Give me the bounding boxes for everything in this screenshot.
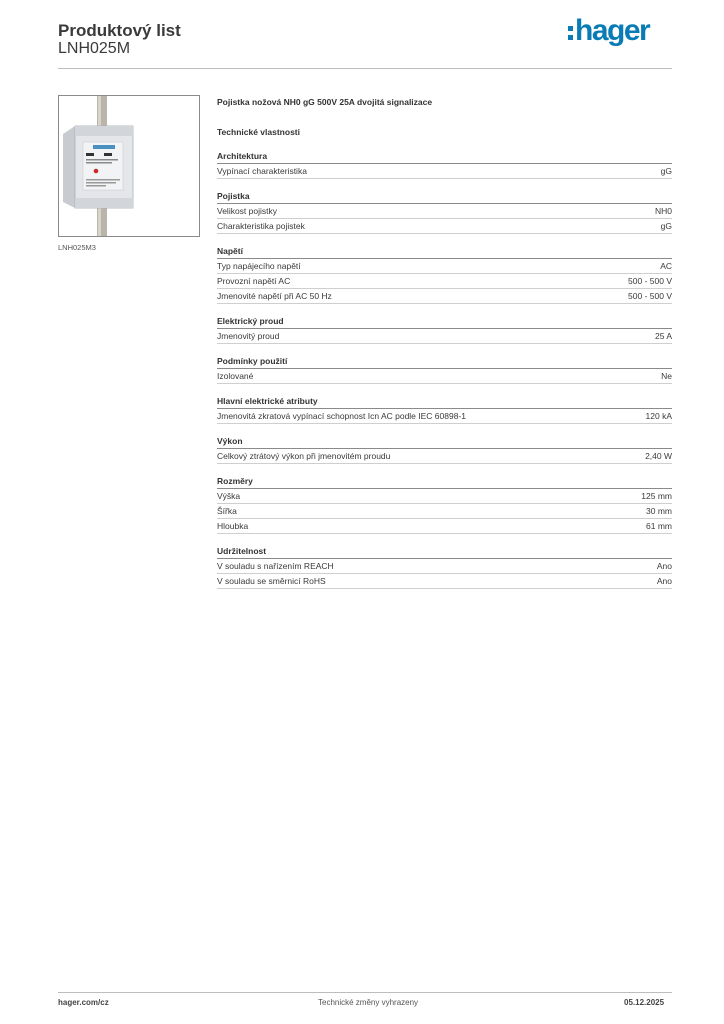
spec-row bbox=[217, 504, 672, 519]
spec-label: Typ napájecího napětí bbox=[217, 261, 301, 271]
spec-label: Jmenovité napětí při AC 50 Hz bbox=[217, 291, 332, 301]
section-heading: Rozměry bbox=[217, 474, 672, 489]
spec-value: 25 A bbox=[654, 331, 672, 341]
spec-label: V souladu s nařízením REACH bbox=[217, 561, 334, 571]
tech-heading: Technické vlastnosti bbox=[217, 127, 300, 137]
page-title: Produktový list bbox=[58, 21, 181, 40]
nh-fuse-icon bbox=[59, 96, 199, 236]
spec-value: AC bbox=[660, 261, 672, 271]
spec-row bbox=[217, 164, 672, 179]
spec-row bbox=[217, 489, 672, 504]
spec-row bbox=[217, 289, 672, 304]
section-heading: Udržitelnost bbox=[217, 544, 672, 559]
footer-date: 05.12.2025 bbox=[624, 998, 665, 1007]
spec-label: Velikost pojistky bbox=[217, 206, 277, 216]
spec-label: Hloubka bbox=[217, 521, 249, 531]
spec-section bbox=[217, 544, 672, 589]
section-heading: Napětí bbox=[217, 244, 672, 259]
spec-value: 125 mm bbox=[641, 491, 672, 501]
spec-value: 120 kA bbox=[645, 411, 672, 421]
spec-value: 61 mm bbox=[646, 521, 672, 531]
hager-logo[interactable] bbox=[568, 14, 658, 48]
spec-row bbox=[217, 519, 672, 534]
spec-value: 2,40 W bbox=[645, 451, 672, 461]
spec-label: Výška bbox=[217, 491, 241, 501]
logo-dots-icon bbox=[568, 26, 573, 40]
spec-value: NH0 bbox=[654, 206, 672, 216]
spec-row bbox=[217, 204, 672, 219]
spec-section bbox=[217, 149, 672, 179]
spec-label: Provozní napětí AC bbox=[217, 276, 291, 286]
header-divider bbox=[58, 68, 672, 69]
spec-value: gG bbox=[660, 221, 672, 231]
product-code: LNH025M bbox=[58, 40, 131, 57]
spec-section bbox=[217, 314, 672, 344]
spec-row bbox=[217, 574, 672, 589]
spec-value: gG bbox=[660, 166, 672, 176]
spec-row bbox=[217, 559, 672, 574]
section-heading: Architektura bbox=[217, 149, 672, 164]
spec-value: 500 - 500 V bbox=[628, 276, 672, 286]
spec-sections bbox=[217, 149, 672, 589]
spec-row bbox=[217, 329, 672, 344]
spec-row bbox=[217, 369, 672, 384]
spec-row bbox=[217, 274, 672, 289]
spec-value: Ne bbox=[661, 371, 672, 381]
footer-website-link[interactable]: hager.com/cz bbox=[58, 998, 109, 1007]
spec-section bbox=[217, 354, 672, 384]
product-title: Pojistka nožová NH0 gG 500V 25A dvojitá signalizace bbox=[217, 97, 433, 107]
spec-label: Šířka bbox=[217, 506, 237, 516]
product-image bbox=[58, 95, 200, 237]
section-heading: Podmínky použití bbox=[217, 354, 672, 369]
spec-value: 30 mm bbox=[646, 506, 672, 516]
section-heading: Pojistka bbox=[217, 189, 672, 204]
image-caption: LNH025M3 bbox=[58, 243, 96, 252]
logo-text: hager bbox=[575, 14, 650, 47]
spec-value: 500 - 500 V bbox=[628, 291, 672, 301]
section-heading: Výkon bbox=[217, 434, 672, 449]
spec-row bbox=[217, 409, 672, 424]
spec-label: Charakteristika pojistek bbox=[217, 221, 305, 231]
spec-label: Jmenovitý proud bbox=[217, 331, 280, 341]
spec-row bbox=[217, 219, 672, 234]
spec-label: V souladu se směrnicí RoHS bbox=[217, 576, 326, 586]
spec-value: Ano bbox=[656, 561, 672, 571]
footer-disclaimer: Technické změny vyhrazeny bbox=[318, 998, 419, 1007]
spec-label: Jmenovitá zkratová vypínací schopnost Icn AC podle IEC 60898-1 bbox=[217, 411, 466, 421]
spec-label: Izolované bbox=[217, 371, 254, 381]
spec-row bbox=[217, 449, 672, 464]
spec-label: Vypínací charakteristika bbox=[217, 166, 307, 176]
spec-section bbox=[217, 189, 672, 234]
spec-section bbox=[217, 394, 672, 424]
spec-section bbox=[217, 244, 672, 304]
spec-section bbox=[217, 474, 672, 534]
section-heading: Hlavní elektrické atributy bbox=[217, 394, 672, 409]
spec-content bbox=[217, 95, 672, 599]
spec-row bbox=[217, 259, 672, 274]
spec-section bbox=[217, 434, 672, 464]
spec-value: Ano bbox=[656, 576, 672, 586]
footer-divider bbox=[58, 992, 672, 993]
spec-label: Celkový ztrátový výkon při jmenovitém proudu bbox=[217, 451, 391, 461]
section-heading: Elektrický proud bbox=[217, 314, 672, 329]
